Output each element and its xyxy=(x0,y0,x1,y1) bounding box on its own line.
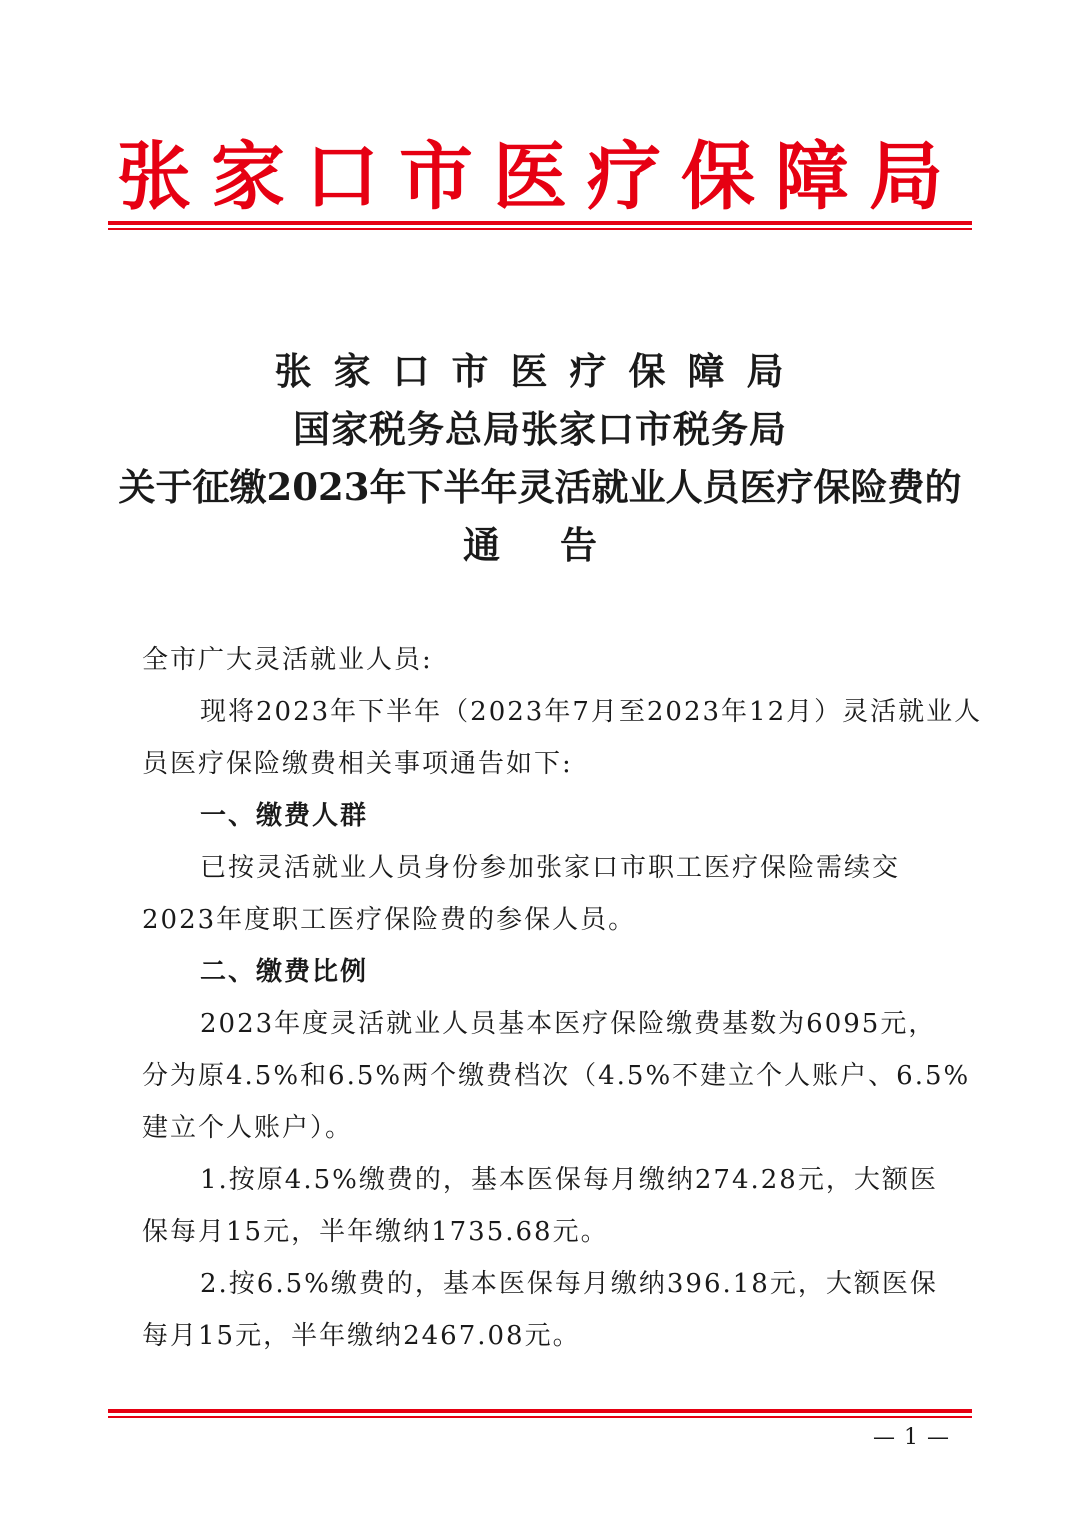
section-2-line-3: 建立个人账户）。 xyxy=(142,1113,354,1143)
footer-rule-thin xyxy=(108,1416,972,1418)
item-1-line-2: 保每月15元，半年缴纳1735.68元。 xyxy=(142,1217,609,1247)
item-1-line-1: 1.按原4.5%缴费的，基本医保每月缴纳274.28元，大额医 xyxy=(200,1165,938,1195)
page-number: — 1 — xyxy=(873,1425,950,1450)
section-1-line-1: 已按灵活就业人员身份参加张家口市职工医疗保险需续交 xyxy=(200,853,901,883)
item-2-line-1: 2.按6.5%缴费的，基本医保每月缴纳396.18元，大额医保 xyxy=(200,1269,938,1299)
title-line-4: 通告 xyxy=(463,523,657,567)
salutation: 全市广大灵活就业人员: xyxy=(142,645,433,675)
section-1-heading: 一、缴费人群 xyxy=(200,801,369,831)
title-line-3: 关于征缴2023年下半年灵活就业人员医疗保险费的 xyxy=(118,465,962,509)
section-2-heading: 二、缴费比例 xyxy=(200,957,369,987)
title-line-1: 张家口市医疗保障局 xyxy=(274,349,806,393)
footer-rule-thick xyxy=(108,1409,972,1413)
item-2-line-2: 每月15元，半年缴纳2467.08元。 xyxy=(142,1321,581,1351)
letterhead-rule-thin xyxy=(108,228,972,230)
letterhead-rule-thick xyxy=(108,221,972,225)
title-line-2: 国家税务总局张家口市税务局 xyxy=(293,407,787,451)
intro-line-2: 员医疗保险缴费相关事项通告如下: xyxy=(142,749,573,779)
section-2-line-2: 分为原4.5%和6.5%两个缴费档次（4.5%不建立个人账户、6.5% xyxy=(142,1061,971,1091)
section-1-line-2: 2023年度职工医疗保险费的参保人员。 xyxy=(142,905,637,935)
intro-line-1: 现将2023年下半年（2023年7月至2023年12月）灵活就业人 xyxy=(200,697,983,727)
letterhead-org-name: 张家口市医疗保障局 xyxy=(117,134,963,220)
document-body xyxy=(142,634,983,1362)
section-2-line-1: 2023年度灵活就业人员基本医疗保险缴费基数为6095元， xyxy=(200,1009,937,1039)
